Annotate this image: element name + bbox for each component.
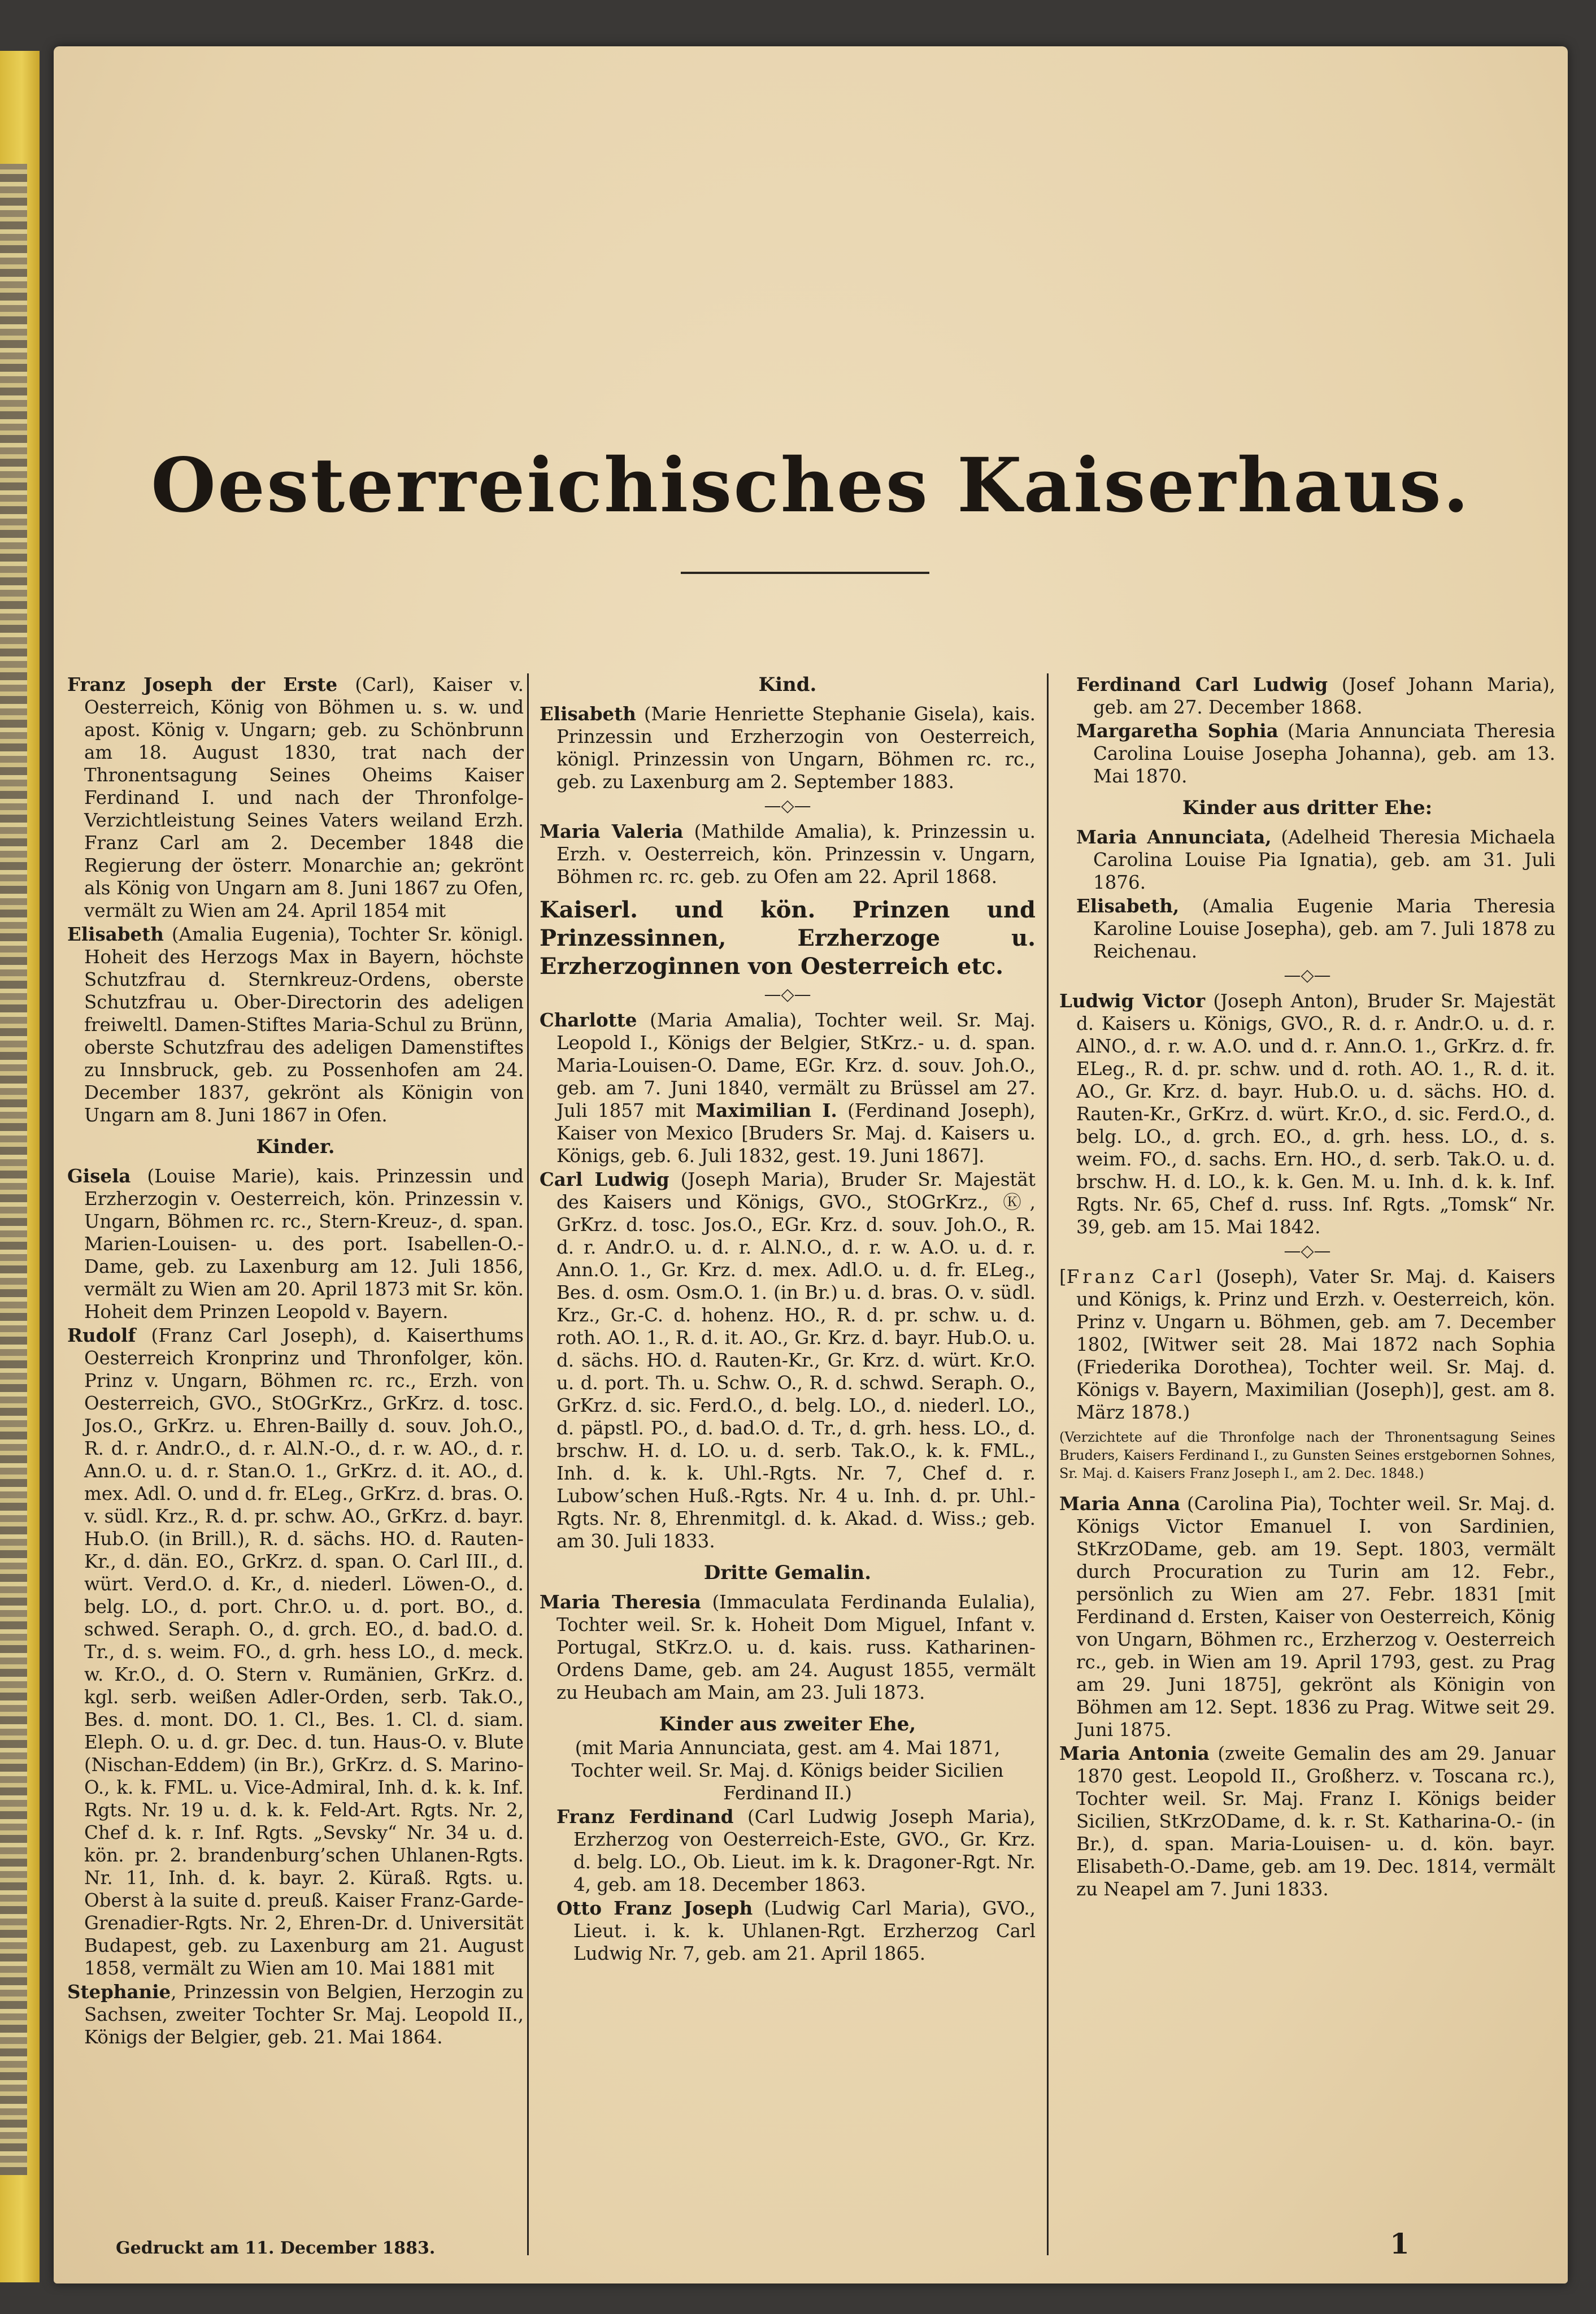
entry-elisabeth bbox=[67, 923, 524, 1126]
entry-name: Elisabeth bbox=[67, 923, 164, 945]
entry-text: (Mathilde Amalia), k. Prinzessin u. Erzh. v. Oesterreich, kön. Prinzessin v. Ungarn, Böhmen rc. rc. geb. zu Ofen am 22. April 1868. bbox=[556, 821, 1036, 888]
page-title: Oesterreichisches Kaiserhaus. bbox=[151, 442, 1471, 529]
entry-text: (Carolina Pia), Tochter weil. Sr. Maj. d. Königs Victor Emanuel I. von Sardinien, StKrzODame, geb. am 19. Sept. 1803, vermält durch Procuration zu Turin am 12. Febr., persönlich zu Wien am 27. Febr. 1831 [mit Ferdinand d. Ersten, Kaiser von Oesterreich, König von Ungarn, Böhmen rc., Erzherzog v. Oesterreich rc., geb. in Wien am 19. April 1793, gest. zu Prag am 29. Juni 1875], gekrönt als Königin von Böhmen am 12. Sept. 1836 zu Prag. Witwe seit 29. Juni 1875. bbox=[1076, 1493, 1555, 1741]
ornament-divider: —◇— bbox=[764, 796, 811, 816]
ornament-divider: —◇— bbox=[1284, 965, 1331, 985]
entry-name: Franz Carl bbox=[1066, 1266, 1205, 1288]
entry-text: (Immaculata Ferdinanda Eulalia), Tochter weil. Sr. k. Hoheit Dom Miguel, Infant v. Portugal, StKrz.O. u. d. kais. russ. Katharinen-Ordens Dame, geb. am 24. August 1855, vermält zu Heubach am Main, am 23. Juli 1873. bbox=[556, 1591, 1036, 1703]
entry-elisabeth-child bbox=[540, 703, 1036, 793]
entry-maria-antonia bbox=[1059, 1742, 1555, 1900]
entry-name: Charlotte bbox=[540, 1009, 637, 1031]
entry-name: Franz Joseph der Erste bbox=[67, 673, 338, 695]
entry-text: (Carl Ludwig Joseph Maria), Erzherzog von Oesterreich-Este, GVO., Gr. Krz. d. belg. LO., Ob. Lieut. im k. k. Dragoner-Rgt. Nr. 4, geb. am 18. December 1863. bbox=[573, 1806, 1036, 1895]
entry-name: Stephanie bbox=[67, 1981, 171, 2003]
page-number: 1 bbox=[1390, 2227, 1410, 2260]
entry-otto bbox=[540, 1897, 1036, 1965]
entry-elisabeth-amalia bbox=[1059, 895, 1555, 963]
entry-text: (Amalia Eugenie Maria Theresia Karoline Louise Josepha), geb. am 7. Juli 1878 zu Reichenau. bbox=[1093, 895, 1555, 962]
section-heading: Kinder. bbox=[256, 1136, 335, 1158]
entry-ludwig-victor bbox=[1059, 990, 1555, 1238]
ornament-divider: —◇— bbox=[764, 985, 811, 1004]
entry-name: Maria Valeria bbox=[540, 820, 684, 842]
column-divider bbox=[527, 673, 529, 2255]
entry-maria-anna bbox=[1059, 1493, 1555, 1741]
entry-text: , Prinzessin von Belgien, Herzogin zu Sachsen, zweiter Tochter Sr. Maj. Leopold II., Königs der Belgier, geb. 21. Mai 1864. bbox=[84, 1981, 524, 2048]
column-middle bbox=[540, 673, 1036, 1966]
entry-franz-carl: [Franz Carl (Joseph), Vater Sr. Maj. d. Kaisers und Königs, k. Prinz und Erzh. v. Oesterreich, kön. Prinz v. Ungarn u. Böhmen, geb. am 7. December 1802, [Witwer seit 28. Mai 1872 nach Sophia (Friederika Dorothea), Tochter weil. Sr. Maj. d. Königs v. Bayern, Maximilian (Joseph)], gest. am 8. März 1878.) bbox=[1059, 1266, 1555, 1423]
entry-text: (Maria Amalia), Tochter weil. Sr. Maj. Leopold I., Königs der Belgier, StKrz.- u. d. span. Maria-Louisen-O. Dame, EGr. Krz. d. souv. Joh.O., geb. am 7. Juni 1840, vermält zu Brüssel am 27. Juli 1857 mit bbox=[556, 1010, 1036, 1121]
entry-name: Ferdinand Carl Ludwig bbox=[1076, 673, 1328, 695]
entry-name: Maximilian I. bbox=[695, 1099, 837, 1121]
ornament-divider: —◇— bbox=[1284, 1241, 1331, 1261]
entry-name: Rudolf bbox=[67, 1324, 136, 1346]
entry-text: (Joseph), Vater Sr. Maj. d. Kaisers und Königs, k. Prinz und Erzh. v. Oesterreich, kön. Prinz v. Ungarn u. Böhmen, geb. am 7. December 1802, [Witwer seit 28. Mai 1872 nach Sophia (Friederika Dorothea), Tochter weil. Sr. Maj. d. Königs v. Bayern, Maximilian (Joseph)], gest. am 8. März 1878.) bbox=[1076, 1266, 1555, 1423]
entry-name: Maria Anna bbox=[1059, 1493, 1181, 1515]
entry-rudolf bbox=[67, 1324, 524, 1980]
entry-text: (Maria Annunciata Theresia Carolina Louise Josepha Johanna), geb. am 13. Mai 1870. bbox=[1093, 720, 1555, 787]
entry-name: Maria Annunciata, bbox=[1076, 826, 1272, 848]
section-heading: Kinder aus zweiter Ehe, bbox=[659, 1713, 916, 1736]
entry-name: Maria Theresia bbox=[540, 1591, 701, 1613]
entry-franz-ferdinand bbox=[540, 1806, 1036, 1896]
entry-carl-ludwig bbox=[540, 1168, 1036, 1552]
entry-text: (Adelheid Theresia Michaela Carolina Louise Pia Ignatia), geb. am 31. Juli 1876. bbox=[1093, 827, 1555, 893]
entry-text: (Amalia Eugenia), Tochter Sr. königl. Hoheit des Herzogs Max in Bayern, höchste Schutzfrau d. Sternkreuz-Ordens, oberste Schutzfrau u. Ober-Directorin des adeligen freiweltl. Damen-Stiftes Maria-Schul zu Brünn, oberste Schutzfrau des adeligen Damenstiftes zu Innsbruck, geb. zu Possenhofen am 24. December 1837, gekrönt als Königin von Ungarn am 8. Juni 1867 in Ofen. bbox=[84, 924, 524, 1126]
entry-text: (Carl), Kaiser v. Oesterreich, König von Böhmen u. s. w. und apost. König v. Ungarn; geb. zu Schönbrunn am 18. August 1830, trat nach der Thronentsagung Seines Oheims Kaiser Ferdinand I. und nach der Thronfolge-Verzichtleistung Seines Vaters weiland Erzh. Franz Carl am 2. December 1848 die Regierung der österr. Monarchie an; gekrönt als König von Ungarn am 8. Juni 1867 zu Ofen, vermält zu Wien am 24. April 1854 mit bbox=[84, 674, 524, 921]
entry-name: Franz Ferdinand bbox=[556, 1806, 734, 1828]
entry-name: Carl Ludwig bbox=[540, 1168, 669, 1190]
entry-name: Gisela bbox=[67, 1165, 131, 1187]
entry-text: (Ferdinand Joseph), Kaiser von Mexico [Bruders Sr. Maj. d. Kaisers u. Königs, geb. 6. Juli 1832, gest. 19. Juni 1867]. bbox=[556, 1100, 1036, 1167]
entry-text: (Marie Henriette Stephanie Gisela), kais. Prinzessin und Erzherzogin von Oesterreich, königl. Prinzessin von Ungarn, Böhmen rc. rc., geb. zu Laxenburg am 2. September 1883. bbox=[556, 703, 1036, 793]
entry-stephanie bbox=[67, 1981, 524, 2048]
entry-name: Ludwig Victor bbox=[1059, 990, 1206, 1012]
entry-text: (zweite Gemalin des am 29. Januar 1870 gest. Leopold II., Großherz. v. Toscana rc.), Tochter weil. Sr. Maj. Franz I. Königs beider Sicilien, StKrzODame, d. k. r. St. Katharina-O.- (in Br.), d. span. Maria-Louisen- u. d. kön. bayr. Elisabeth-O.-Dame, geb. am 19. Dec. 1814, vermält zu Neapel am 7. Juni 1833. bbox=[1076, 1743, 1555, 1900]
entry-maria-theresia bbox=[540, 1591, 1036, 1704]
entry-gisela bbox=[67, 1165, 524, 1323]
entry-text: (Ludwig Carl Maria), GVO., Lieut. i. k. k. Uhlanen-Rgt. Erzherzog Carl Ludwig Nr. 7, geb. am 21. April 1865. bbox=[573, 1898, 1036, 1964]
book-page bbox=[54, 46, 1568, 2283]
column-divider bbox=[1047, 673, 1049, 2255]
entry-name: Margaretha Sophia bbox=[1076, 720, 1278, 742]
entry-margaretha-sophia bbox=[1059, 720, 1555, 788]
entry-ferdinand-carl-ludwig bbox=[1059, 673, 1555, 719]
cover-ornament-strip bbox=[0, 164, 27, 2175]
entry-text: (Josef Johann Maria), geb. am 27. December 1868. bbox=[1093, 674, 1555, 718]
entry-note: (Verzichtete auf die Thronfolge nach der Thronentsagung Seines Bruders, Kaisers Ferdinand I., zu Gunsten Seines erstgebornen Sohnes, Sr. Maj. d. Kaisers Franz Joseph I., am 2. Dec. 1848.) bbox=[1059, 1429, 1555, 1481]
column-left bbox=[67, 673, 524, 2050]
section-heading: Kind. bbox=[758, 673, 817, 696]
entry-name: Otto Franz Joseph bbox=[556, 1897, 753, 1919]
entry-charlotte bbox=[540, 1009, 1036, 1167]
section-subheading: (mit Maria Annunciata, gest. am 4. Mai 1871, Tochter weil. Sr. Maj. d. Königs beider Sicilien Ferdinand II.) bbox=[571, 1737, 1004, 1804]
entry-text: (Franz Carl Joseph), d. Kaiserthums Oesterreich Kronprinz und Thronfolger, kön. Prinz v. Ungarn, Böhmen rc. rc., Erzh. von Oesterreich, GVO., StOGrKrz., GrKrz. d. tosc. Jos.O., GrKrz. u. Ehren-Bailly d. souv. Joh.O., R. d. r. Andr.O., d. r. Al.N.-O., d. r. w. AO., d. r. Ann.O. u. d. r. Stan.O. 1., GrKrz. d. it. AO., d. mex. Adl. O. und d. fr. ELeg., GrKrz. d. bras. O. v. südl. Krz., R. d. pr. schw. AO., GrKrz. d. bayr. Hub.O. (in Brill.), R. d. sächs. HO. d. Rauten-Kr., d. dän. EO., GrKrz. d. span. O. Carl III., d. würt. Verd.O. d. Kr., d. niederl. Löwen-O., d. belg. LO., d. port. Chr.O. u. d. port. BO., d. schwed. Seraph. O., d. grch. EO., d. bad.O. d. Tr., d. s. weim. FO., d. grh. hess LO., d. meck. w. Kr.O., d. O. Stern v. Rumänien, GrKrz. d. kgl. serb. weißen Adler-Orden, serb. Tak.O., Bes. d. mont. DO. 1. Cl., Bes. 1. Cl. d. siam. Eleph. O. u. d. gr. Dec. d. tun. Haus-O. v. Blute (Nischan-Eddem) (in Br.), GrKrz. d. S. Marino-O., k. k. FML. u. Vice-Admiral, Inh. d. k. k. Inf. Rgts. Nr. 19 u. d. k. k. Feld-Art. Rgts. Nr. 2, Chef d. k. r. Inf. Rgts. „Sevsky“ Nr. 34 u. d. kön. pr. 2. brandenburg’schen Uhlanen-Rgts. Nr. 11, Inh. d. k. bayr. 2. Küraß. Rgts. u. Oberst à la suite d. preuß. Kaiser Franz-Garde-Grenadier-Rgts. Nr. 2, Ehren-Dr. d. Universität Budapest, geb. zu Laxenburg am 21. August 1858, vermält zu Wien am 10. Mai 1881 mit bbox=[84, 1325, 524, 1979]
column-right bbox=[1059, 673, 1555, 1902]
entry-maria-annunciata bbox=[1059, 826, 1555, 894]
entry-text: (Louise Marie), kais. Prinzessin und Erzherzogin v. Oesterreich, kön. Prinzessin v. Ungarn, Böhmen rc. rc., Stern-Kreuz-, d. span. Marien-Louisen- u. des port. Isabellen-O.-Dame, geb. zu Laxenburg am 12. Juli 1856, vermält zu Wien am 20. April 1873 mit Sr. kön. Hoheit dem Prinzen Leopold v. Bayern. bbox=[84, 1165, 524, 1323]
entry-franz-joseph bbox=[67, 673, 524, 922]
print-date: Gedruckt am 11. December 1883. bbox=[116, 2238, 436, 2258]
section-heading: Kinder aus dritter Ehe: bbox=[1182, 797, 1433, 819]
entry-text: (Joseph Anton), Bruder Sr. Majestät d. Kaisers u. Königs, GVO., R. d. r. Andr.O. u. d. r. AlNO., d. r. w. A.O. und d. r. Ann.O. 1., GrKrz. d. fr. ELeg., R. d. pr. schw. und d. roth. AO. 1., R. d. it. AO., Gr. Krz. d. bayr. Hub.O. u. d. sächs. HO. d. Rauten-Kr., GrKrz. d. würt. Kr.O., d. sic. Ferd.O., d. belg. LO., d. grch. EO., d. grh. hess. LO., d. s. weim. FO., d. sachs. Ern. HO., d. serb. Tak.O. u. d. brschw. H. d. LO., k. k. Gen. M. u. Inh. d. k. k. Inf. Rgts. Nr. 65, Chef d. russ. Inf. Rgts. „Tomsk“ Nr. 39, geb. am 15. Mai 1842. bbox=[1076, 990, 1555, 1238]
entry-text: (Joseph Maria), Bruder Sr. Majestät des Kaisers und Königs, GVO., StOGrKrz., Ⓚ, GrKrz. d. tosc. Jos.O., EGr. Krz. d. souv. Joh.O., R. d. r. Andr.O. u. d. r. Al.N.O., d. r. w. A.O. u. d. r. Ann.O. 1., Gr. Krz. d. mex. Adl.O. u. d. fr. ELeg., Bes. d. osm. Osm.O. 1. (in Br.) u. d. bras. O. v. südl. Krz., Gr.-C. d. hohenz. HO., R. d. pr. schw. u. d. roth. AO. 1., R. d. it. AO., Gr. Krz. d. bayr. Hub.O. u. d. sächs. HO. d. Rauten-Kr., Gr. Krz. d. würt. Kr.O. u. d. port. Th. u. Schw. O., R. d. schwd. Seraph. O., GrKrz. d. sic. Ferd.O., d. belg. LO., d. niederl. LO., d. päpstl. PO., d. bad.O. d. Tr., d. grh. hess. LO., d. brschw. H. d. LO. u. d. serb. Tak.O., k. k. FML., Inh. d. k. k. Uhl.-Rgts. Nr. 7, Chef d. r. Lubow’schen Huß.-Rgts. Nr. 4 u. Inh. d. pr. Uhl.-Rgts. Nr. 8, Ehrenmitgl. d. k. Akad. d. Wiss.; geb. am 30. Juli 1833. bbox=[556, 1169, 1036, 1552]
section-heading-large: Kaiserl. und kön. Prinzen und Prinzessinnen, Erzherzoge u. Erzherzoginnen von Oesterreich etc. bbox=[540, 897, 1036, 980]
title-rule bbox=[681, 572, 929, 574]
entry-name: Maria Antonia bbox=[1059, 1742, 1210, 1764]
section-heading: Dritte Gemalin. bbox=[703, 1561, 872, 1584]
entry-name: Elisabeth bbox=[540, 703, 636, 725]
entry-name: Elisabeth, bbox=[1076, 895, 1180, 917]
entry-maria-valeria bbox=[540, 820, 1036, 888]
